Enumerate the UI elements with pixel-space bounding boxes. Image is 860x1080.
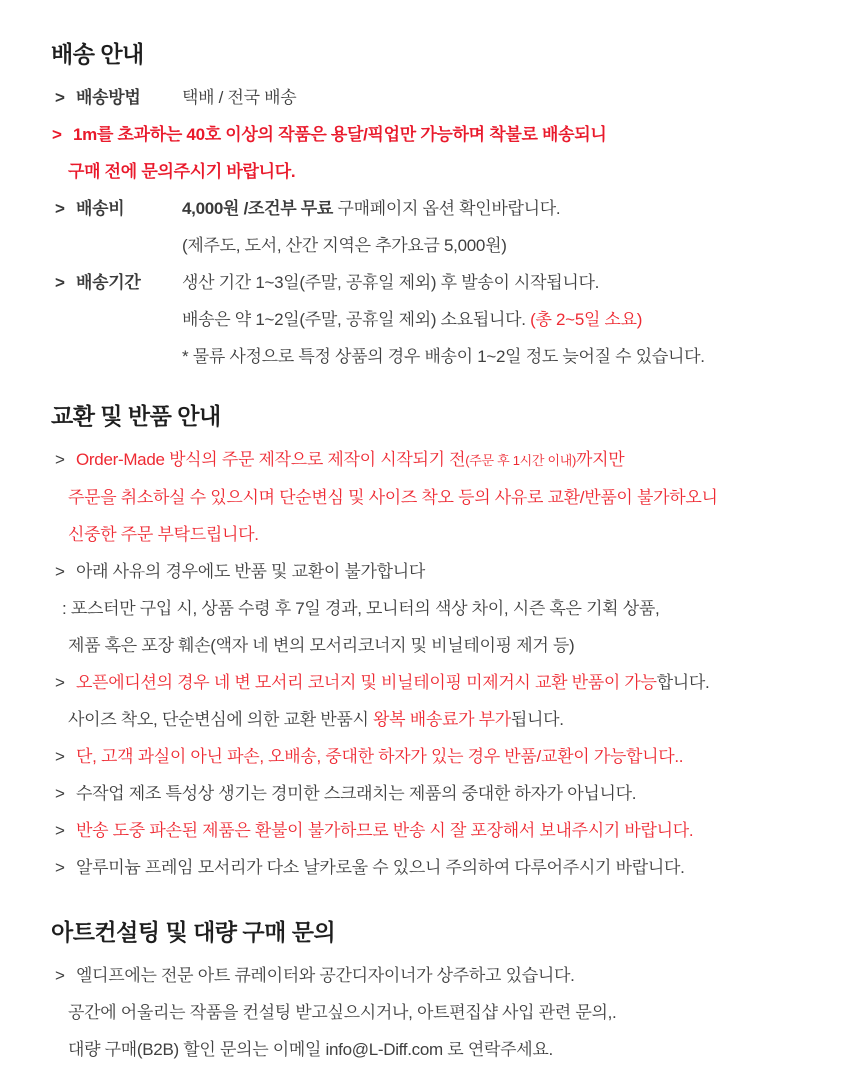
returns-section-title: 교환 및 반품 안내 xyxy=(51,403,221,429)
shipping-period-row xyxy=(0,264,860,301)
defect-return-line: > 단, 고객 과실이 아닌 파손, 오배송, 중대한 하자가 있는 경우 반품/교환이 가능합니다.. xyxy=(0,738,860,775)
shipping-period-text1: 생산 기간 1~3일(주말, 공휴일 제외) 후 발송이 시작됩니다. xyxy=(182,273,600,292)
no-return-detail-line1: : 포스터만 구입 시, 상품 수령 후 7일 경과, 모니터의 색상 차이, 시즌 혹은 기획 상품, xyxy=(62,599,660,618)
shipping-fee-note-inline: 구매페이지 옵션 확인바랍니다. xyxy=(337,199,561,218)
frame-caution-line: > 알루미늄 프레임 모서리가 다소 날카로울 수 있으니 주의하여 다루어주시기 바랍니다. xyxy=(0,849,860,886)
shipping-fee-extra-note: (제주도, 도서, 산간 지역은 추가요금 5,000원) xyxy=(182,236,507,255)
shipping-period-total-days: (총 2~5일 소요) xyxy=(530,310,643,329)
open-edition-black-text: 합니다. xyxy=(656,673,710,692)
size-change-line: 사이즈 착오, 단순변심에 의한 교환 반품시 왕복 배송료가 부가됩니다. xyxy=(68,710,564,729)
list-marker: > xyxy=(55,273,65,292)
open-edition-red-text: 오픈에디션의 경우 네 변 모서리 코너지 및 비닐테이핑 미제거시 교환 반품이 가능 xyxy=(76,673,657,692)
consulting-line3: 대량 구매(B2B) 할인 문의는 이메일 info@L-Diff.com 로 연락주세요. xyxy=(68,1040,553,1059)
order-made-small-note: (주문 후 1시간 이내) xyxy=(465,453,576,468)
list-marker: > xyxy=(55,88,65,107)
consulting-line2: 공간에 어울리는 작품을 컨설팅 받고싶으시거나, 아트편집샵 사입 관련 문의,. xyxy=(68,1003,617,1022)
shipping-fee-label: 배송비 xyxy=(76,199,125,218)
shipping-fee-amount: 4,000원 /조건부 무료 xyxy=(182,199,338,218)
order-made-line3: 신중한 주문 부탁드립니다. xyxy=(68,525,259,544)
open-edition-line xyxy=(0,664,860,701)
shipping-section xyxy=(0,38,860,375)
consulting-line1: > 엘디프에는 전문 아트 큐레이터와 공간디자이너가 상주하고 있습니다. xyxy=(0,957,860,994)
shipping-period-line3 xyxy=(0,338,860,375)
oversize-notice-text1: 1m를 초과하는 40호 이상의 작품은 용달/픽업만 가능하며 착불로 배송되니 xyxy=(73,125,607,144)
shipping-method-row xyxy=(0,79,860,116)
oversize-notice-text2: 구매 전에 문의주시기 바랍니다. xyxy=(68,162,296,181)
oversize-notice-line1 xyxy=(0,116,860,153)
list-marker: > xyxy=(55,673,65,692)
shipping-fee-row xyxy=(0,190,860,227)
shipping-period-label: 배송기간 xyxy=(76,273,141,292)
contact-email-text: info@L-Diff.com xyxy=(325,1040,443,1059)
list-marker: > xyxy=(55,199,65,218)
round-trip-fee-text: 왕복 배송료가 부가 xyxy=(373,710,511,729)
shipping-period-line2 xyxy=(0,301,860,338)
list-marker: > xyxy=(55,747,65,766)
shipping-method-label: 배송방법 xyxy=(76,88,141,107)
list-marker: > xyxy=(55,821,65,840)
consulting-section-title: 아트컨설팅 및 대량 구매 문의 xyxy=(51,919,336,945)
scratch-notice-line: > 수작업 제조 특성상 생기는 경미한 스크래치는 제품의 중대한 하자가 아닙니다. xyxy=(0,775,860,812)
order-made-text1: Order-Made 방식의 주문 제작으로 제작이 시작되기 전 xyxy=(76,450,466,469)
list-marker: > xyxy=(55,858,65,877)
list-marker: > xyxy=(52,125,62,144)
list-marker: > xyxy=(55,784,65,803)
list-marker: > xyxy=(55,562,65,581)
shipping-section-title: 배송 안내 xyxy=(51,41,144,67)
shipping-delay-note: * 물류 사정으로 특정 상품의 경우 배송이 1~2일 정도 늦어질 수 있습니다. xyxy=(182,347,705,366)
return-damage-line: > 반송 도중 파손된 제품은 환불이 불가하므로 반송 시 잘 포장해서 보내주시기 바랍니다. xyxy=(0,812,860,849)
order-made-text2: 까지만 xyxy=(576,450,625,469)
no-return-head-line: > 아래 사유의 경우에도 반품 및 교환이 불가합니다 xyxy=(0,553,860,590)
shipping-period-text2: 배송은 약 1~2일(주말, 공휴일 제외) 소요됩니다. xyxy=(182,310,531,329)
shipping-method-value: 택배 / 전국 배송 xyxy=(182,88,297,107)
order-made-line1 xyxy=(0,441,860,479)
list-marker: > xyxy=(55,450,65,469)
no-return-detail-line2: 제품 혹은 포장 훼손(액자 네 변의 모서리코너지 및 비닐테이핑 제거 등) xyxy=(68,636,575,655)
list-marker: > xyxy=(55,966,65,985)
oversize-notice-line2 xyxy=(0,153,860,190)
returns-section xyxy=(0,400,860,886)
order-made-line2: 주문을 취소하실 수 있으시며 단순변심 및 사이즈 착오 등의 사유로 교환/반품이 불가하오니 xyxy=(68,488,718,507)
consulting-section xyxy=(0,916,860,1068)
